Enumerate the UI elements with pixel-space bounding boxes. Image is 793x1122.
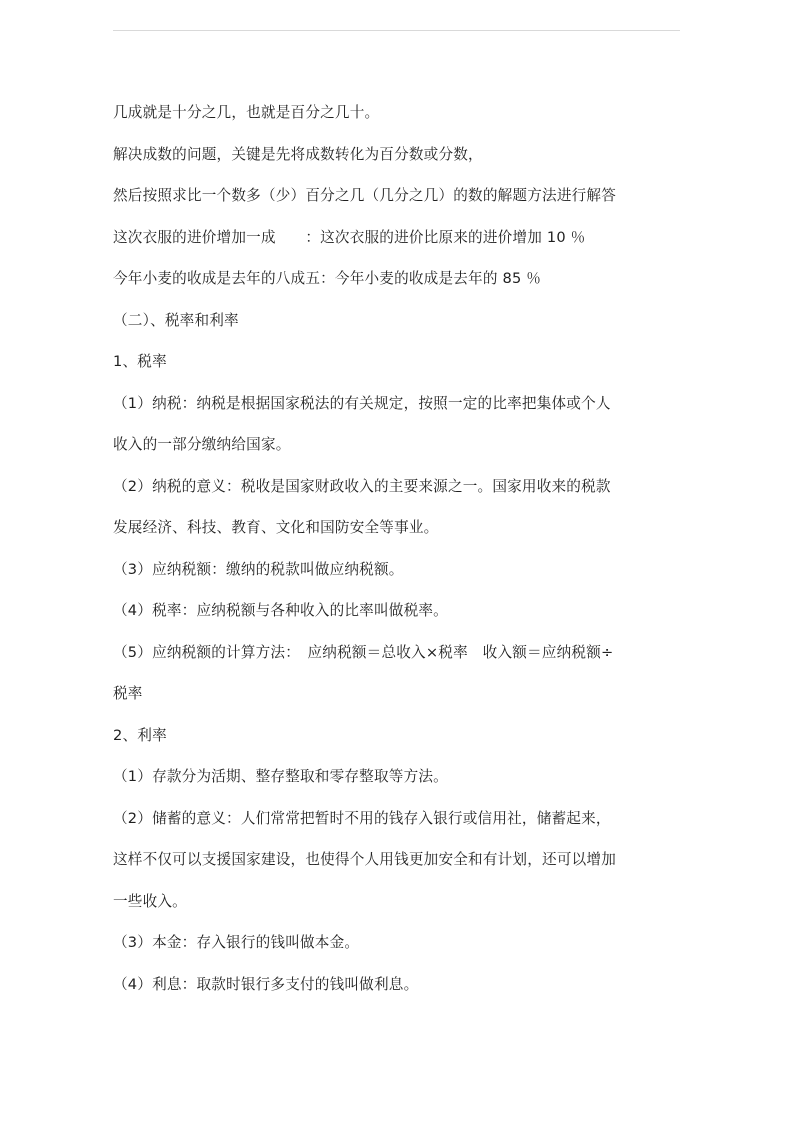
paragraph: 解决成数的问题，关键是先将成数转化为百分数或分数， bbox=[113, 145, 483, 163]
paragraph: （4）税率：应纳税额与各种收入的比率叫做税率。 bbox=[113, 602, 448, 619]
section-heading: （二）、税率和利率 bbox=[113, 311, 239, 329]
paragraph: 几成就是十分之几，也就是百分之几十。 bbox=[113, 104, 380, 121]
paragraph: （3）本金：存入银行的钱叫做本金。 bbox=[113, 934, 360, 951]
paragraph: （5）应纳税额的计算方法： 应纳税额＝总收入×税率 收入额＝应纳税额÷ bbox=[113, 643, 614, 661]
paragraph: （2）纳税的意义：税收是国家财政收入的主要来源之一。国家用收来的税款 bbox=[113, 477, 611, 495]
paragraph: 然后按照求比一个数多（少）百分之几（几分之几）的数的解题方法进行解答 bbox=[113, 187, 616, 204]
paragraph: （1）存款分为活期、整存整取和零存整取等方法。 bbox=[113, 768, 448, 785]
paragraph: 收入的一部分缴纳给国家。 bbox=[113, 436, 291, 453]
paragraph: （3）应纳税额：缴纳的税款叫做应纳税额。 bbox=[113, 560, 404, 578]
paragraph: 一些收入。 bbox=[113, 892, 187, 910]
paragraph: 税率 bbox=[113, 685, 143, 702]
document-body bbox=[113, 92, 683, 1005]
subsection-heading: 1、税率 bbox=[113, 353, 167, 370]
paragraph: 这样不仅可以支援国家建设，也使得个人用钱更加安全和有计划，还可以增加 bbox=[113, 851, 616, 868]
paragraph: （1）纳税：纳税是根据国家税法的有关规定，按照一定的比率把集体或个人 bbox=[113, 394, 611, 412]
paragraph: （2）储蓄的意义：人们常常把暂时不用的钱存入银行或信用社，储蓄起来， bbox=[113, 809, 611, 827]
header-divider bbox=[113, 30, 680, 31]
paragraph: 这次衣服的进价增加一成 ：这次衣服的进价比原来的进价增加 10 ％ bbox=[113, 228, 586, 246]
subsection-heading: 2、利率 bbox=[113, 726, 167, 744]
paragraph: 发展经济、科技、教育、文化和国防安全等事业。 bbox=[113, 519, 439, 536]
paragraph: 今年小麦的收成是去年的八成五：今年小麦的收成是去年的 85 ％ bbox=[113, 270, 542, 287]
paragraph: （4）利息：取款时银行多支付的钱叫做利息。 bbox=[113, 975, 419, 993]
